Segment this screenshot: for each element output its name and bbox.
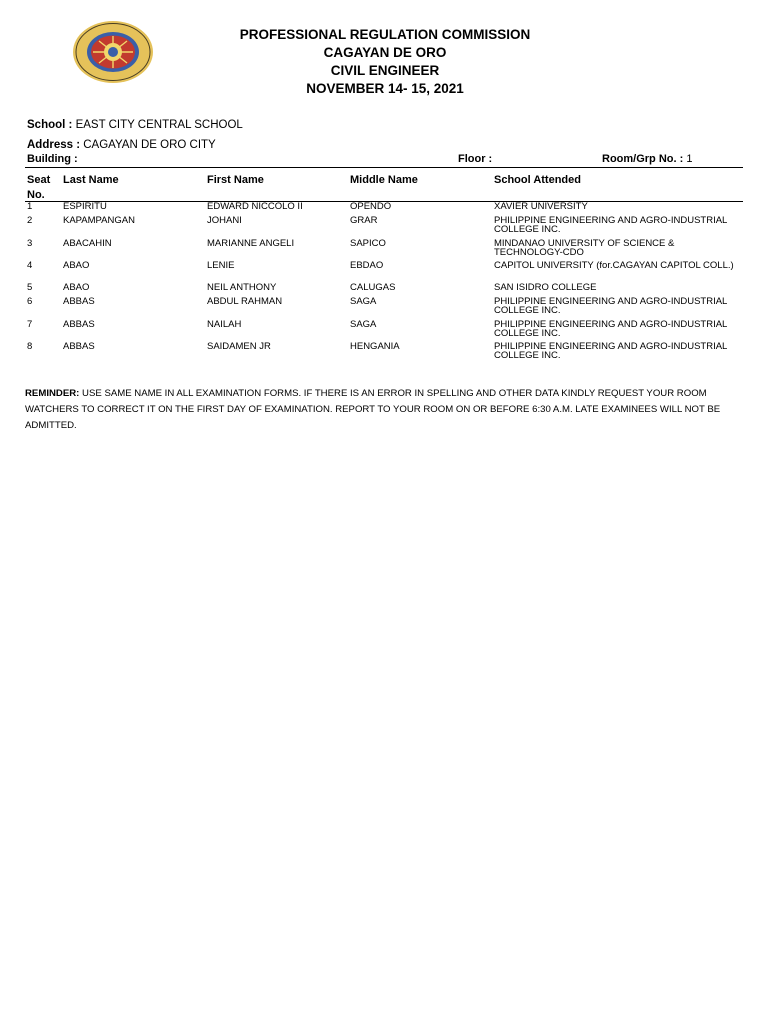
middle-name-cell: HENGANIA: [350, 341, 400, 352]
seat-cell: 2: [27, 215, 33, 226]
room-group: [602, 153, 692, 165]
last-name-cell: KAPAMPANGAN: [63, 215, 135, 226]
middle-name-cell: SAGA: [350, 296, 377, 307]
seat-cell: 3: [27, 238, 33, 249]
col-seat-header: [27, 173, 50, 203]
school-cell: PHILIPPINE ENGINEERING AND AGRO-INDUSTRIAL COLLEGE INC.: [494, 296, 727, 316]
first-name-cell: LENIE: [207, 260, 235, 271]
last-name-cell: ESPIRITU: [63, 201, 107, 212]
school-cell: PHILIPPINE ENGINEERING AND AGRO-INDUSTRIAL COLLEGE INC.: [494, 341, 727, 361]
last-name-cell: ABBAS: [63, 341, 95, 352]
school-cell: CAPITOL UNIVERSITY (for.CAGAYAN CAPITOL COLL.): [494, 260, 734, 271]
prc-seal-logo: [72, 20, 154, 84]
exam-date: NOVEMBER 14- 15, 2021: [306, 81, 464, 96]
seat-header-line1: Seat: [27, 174, 51, 186]
school-line: [27, 119, 243, 131]
examinee-table: [27, 203, 743, 365]
seat-cell: 6: [27, 296, 33, 307]
seat-header-line2: No.: [27, 189, 45, 201]
table-row: [27, 298, 743, 321]
reminder-label: REMINDER:: [25, 388, 80, 399]
col-school-header: School Attended: [494, 174, 581, 186]
school-value: EAST CITY CENTRAL SCHOOL: [75, 119, 243, 131]
col-last-header: Last Name: [63, 174, 119, 186]
middle-name-cell: SAGA: [350, 319, 377, 330]
reminder-note: [25, 386, 740, 434]
col-first-header: First Name: [207, 174, 264, 186]
table-row: [27, 321, 743, 343]
last-name-cell: ABBAS: [63, 319, 95, 330]
middle-name-cell: CALUGAS: [350, 282, 396, 293]
table-row: [27, 217, 743, 240]
col-middle-header: Middle Name: [350, 174, 418, 186]
school-cell: PHILIPPINE ENGINEERING AND AGRO-INDUSTRIAL COLLEGE INC.: [494, 319, 727, 339]
first-name-cell: NAILAH: [207, 319, 242, 330]
first-name-cell: ABDUL RAHMAN: [207, 296, 283, 307]
table-row: [27, 240, 743, 262]
first-name-cell: JOHANI: [207, 215, 242, 226]
header-top-rule: [25, 167, 743, 168]
seat-cell: 4: [27, 260, 33, 271]
first-name-cell: EDWARD NICCOLO II: [207, 201, 303, 212]
seat-cell: 7: [27, 319, 33, 330]
last-name-cell: ABBAS: [63, 296, 95, 307]
building-label: Building :: [27, 153, 78, 165]
address-label: Address :: [27, 139, 81, 151]
school-cell: SAN ISIDRO COLLEGE: [494, 282, 597, 293]
room-value: 1: [686, 153, 693, 165]
school-label: School :: [27, 119, 73, 131]
building-row: [27, 153, 743, 167]
middle-name-cell: EBDAO: [350, 260, 384, 271]
commission-title: PROFESSIONAL REGULATION COMMISSION: [239, 27, 531, 42]
last-name-cell: ABACAHIN: [63, 238, 112, 249]
first-name-cell: SAIDAMEN JR: [207, 341, 271, 352]
seat-cell: 5: [27, 282, 33, 293]
seat-cell: 8: [27, 341, 33, 352]
middle-name-cell: OPENDO: [350, 201, 392, 212]
floor-label: Floor :: [458, 153, 493, 165]
table-row: [27, 343, 743, 365]
middle-name-cell: GRAR: [350, 215, 378, 226]
address-value: CAGAYAN DE ORO CITY: [83, 139, 216, 151]
first-name-cell: MARIANNE ANGELI: [207, 238, 295, 249]
table-row: [27, 262, 743, 284]
last-name-cell: ABAO: [63, 282, 90, 293]
school-cell: XAVIER UNIVERSITY: [494, 201, 588, 212]
middle-name-cell: SAPICO: [350, 238, 386, 249]
first-name-cell: NEIL ANTHONY: [207, 282, 277, 293]
document-header: [200, 26, 570, 98]
exam-title: CIVIL ENGINEER: [330, 63, 440, 78]
school-cell: MINDANAO UNIVERSITY OF SCIENCE & TECHNOLOGY-CDO: [494, 238, 675, 258]
city-title: CAGAYAN DE ORO: [323, 45, 447, 60]
seat-cell: 1: [27, 201, 33, 212]
address-line: [27, 139, 216, 151]
school-cell: PHILIPPINE ENGINEERING AND AGRO-INDUSTRIAL COLLEGE INC.: [494, 215, 727, 235]
last-name-cell: ABAO: [63, 260, 90, 271]
room-label: Room/Grp No. :: [602, 153, 684, 165]
reminder-text: USE SAME NAME IN ALL EXAMINATION FORMS. IF THERE IS AN ERROR IN SPELLING AND OTHER DATA KINDLY REQUEST YOUR ROOM WATCHERS TO CORRECT IT ON THE FIRST DAY OF EXAMINATION. REPORT TO YOUR ROOM ON OR BEFORE 6:30 A.M. LATE EXAMINEES WILL NOT BE ADMITTED.: [25, 388, 721, 431]
